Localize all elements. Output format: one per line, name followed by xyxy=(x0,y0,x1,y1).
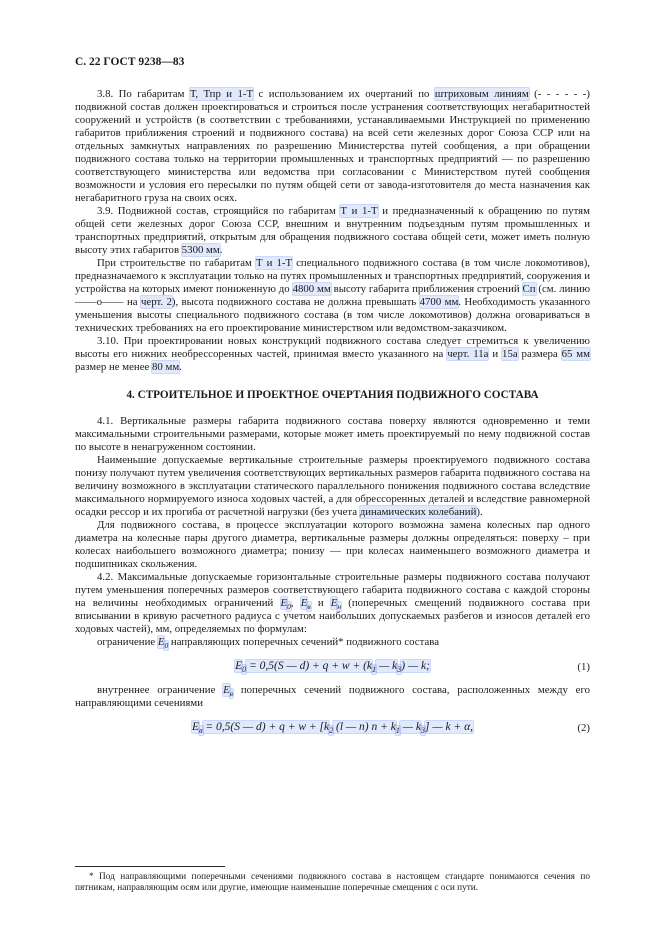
formula-1-expression: $E_0 = 0,5(S$ — $d) + q + w + (k_1$ — $k_3$) — k; xyxy=(235,659,430,674)
page-header: С. 22 ГОСТ 9238—83 xyxy=(75,56,185,68)
paragraph-3-9: 3.9. Подвижной состав, строящийся по габаритам Т и 1-Т и предназначенный к обращению по путям общей сети железных дорог Союза ССР, внешним и внутренним подъездным путям промышленных и транспортных предприятий, открытым для обращения подвижного состава общей сети, может иметь полную высоту этих габаритов 5300 мм. xyxy=(75,205,590,256)
paragraph-3-8: 3.8. По габаритам Т, Тпр и 1-Т с использованием их очертаний по штриховым линиям (- - - - - -) подвижной состав должен проектироваться и строиться после устранения соответствующих негабаритностей сооружений и устройств (в соответствии с требованиями, устанавливаемыми Инструкцией по применению габаритов приближения строений и подвижного состава) на всей сети железных дорог Союза ССР или на отдельных замкнутых направлениях по разрешению Министерства путей сообщения, а при обращении подвижного состава только на территории промышленных и транспортных предприятий — по разрешению соответствующего министерства или ведомства при согласовании с Министерством путей сообщения возможности и условия его пересылки по путям общей сети от завода-изготовителя до места назначения как негабаритного груза на своих осях. xyxy=(75,88,590,204)
paragraph-4-1-continued-b: Для подвижного состава, в процессе эксплуатации которого возможна замена колесных пар одного диаметра на колесные пары другого диаметра, вертикальные размеры должны определяться: поверху – при колесах наибольшего возможного диаметра; понизу — при колесах наименьшего возможного диаметра и подшипниках скольжения. xyxy=(75,518,590,570)
paragraph-3-10: 3.10. При проектировании новых конструкций подвижного состава следует стремиться к увеличению высоты его нижних необрессоренных частей, принимая вместо указанного на черт. 11а и 15а размера 65 мм размер не менее 80 мм. xyxy=(75,335,590,373)
section-4-heading: 4. СТРОИТЕЛЬНОЕ И ПРОЕКТНОЕ ОЧЕРТАНИЯ ПОДВИЖНОГО СОСТАВА xyxy=(126,389,539,401)
paragraph-3-9-continued: При строительстве по габаритам Т и 1-Т специального подвижного состава (в том числе локомотивов), предназначаемого к эксплуатации только на путях промышленных и транспортных предприятий, сооружения и устройства на которых имеют пониженную до 4800 мм высоту габарита приближения строений Сп (см. линию ——о—— на черт. 2), высота подвижного состава не должна превышать 4700 мм. Необходимость указанного уменьшения высоты специального подвижного состава (в том числе локомотивов) должна оговариваться в технических требованиях на его проектирование министерством или ведомством-заказчиком. xyxy=(75,257,591,334)
formula-1 xyxy=(75,659,590,674)
formula-2 xyxy=(75,720,590,735)
formula-1-number: (1) xyxy=(577,660,590,673)
paragraph-formula-2-lead: внутреннее ограничение $E_в$ поперечных сечений подвижного состава, расположенных между его направляющими сечениями xyxy=(75,683,590,709)
footnote-divider xyxy=(75,866,225,867)
footnote-text: * Под направляющими поперечными сечениями подвижного состава в настоящем стандарте понимаются сечения по пятникам, направляющим осям или другие, имеющие наименьшие поперечные смещения с оси пути. xyxy=(75,872,590,893)
paragraph-4-1: 4.1. Вертикальные размеры габарита подвижного состава поверху являются одновременно и теми максимальными строительными размерами, которые может иметь проектируемый по нему подвижной состав по высоте в ненагруженном состоянии. xyxy=(75,414,590,453)
paragraph-4-2: 4.2. Максимальные допускаемые горизонтальные строительные размеры подвижного состава получают путем уменьшения поперечных размеров соответствующего габарита подвижного состава с каждой стороны на величины необходимых ограничений $E_0$, $E_в$ и $E_н$ (поперечных смещений подвижного состава при вписывании в кривую расчетного радиуса с учетом наибольших допускаемых разбегов и износов деталей его ходовых частей), мм, определяемых по формулам: xyxy=(75,570,590,635)
footnote xyxy=(75,866,590,894)
formula-2-expression: $E_в = 0,5(S$ — $d) + q + w + [k_2$ (l — n) $n + k_1$ — $k_3$] — k + α, xyxy=(192,720,473,735)
paragraph-formula-1-lead: ограничение $E_0$ направляющих поперечных сечений* подвижного состава xyxy=(97,635,439,650)
paragraph-4-1-continued-a: Наименьшие допускаемые вертикальные строительные размеры проектируемого подвижного состава понизу получают путем увеличения соответствующих вертикальных размеров габарита подвижного состава на величину возможного в эксплуатации статического параллельного понижения подвижного состава вследствие максимального нормируемого износа ходовых частей, а для обрессоренных деталей и вследствие равномерной осадки рессор и их прогиба от расчетной нагрузки (без учета динамических колебаний). xyxy=(75,453,590,518)
formula-2-number: (2) xyxy=(577,721,590,734)
